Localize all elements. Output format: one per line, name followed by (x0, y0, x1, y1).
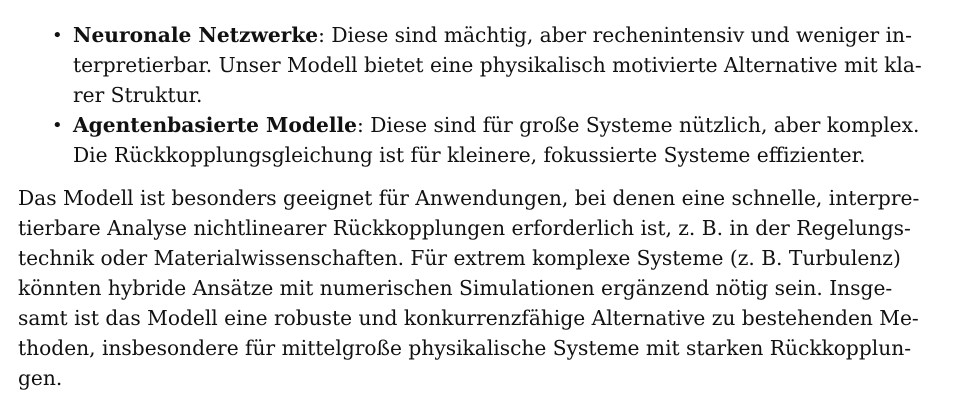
bullet-marker: • (52, 115, 63, 136)
bullet-term: Neuronale Netzwerke (73, 23, 319, 47)
bullet-marker: • (52, 25, 63, 46)
bullet-term: Agentenbasierte Modelle (73, 113, 358, 137)
bullet-text: : Diese sind mächtig, aber rechenintensiv und weniger in- (318, 23, 912, 47)
bullet-line: rer Struktur. (73, 83, 203, 107)
bullet-line: terpretierbar. Unser Modell bietet eine physikalisch motivierte Alternative mit kla- (73, 53, 922, 77)
paragraph-line: tierbare Analyse nichtlinearer Rückkopplungen erforderlich ist, z. B. in der Regelungs- (18, 216, 911, 240)
bullet-line (73, 110, 919, 140)
paragraph-line: samt ist das Modell eine robuste und konkurrenzfähige Alternative zu bestehenden Me- (18, 306, 919, 330)
paragraph-line: gen. (18, 366, 63, 390)
paragraph-line: technik oder Materialwissenschaften. Für extrem komplexe Systeme (z. B. Turbulenz) (18, 246, 901, 270)
bullet-line (73, 20, 912, 50)
bullet-text: : Diese sind für große Systeme nützlich, aber komplex. (357, 113, 920, 137)
paragraph-line: thoden, insbesondere für mittelgroße physikalische Systeme mit starken Rückkopplun- (18, 336, 912, 360)
bullet-line: Die Rückkopplungsgleichung ist für kleinere, fokussierte Systeme effizienter. (73, 143, 866, 167)
paragraph-line: könnten hybride Ansätze mit numerischen Simulationen ergänzend nötig sein. Insge- (18, 276, 893, 300)
paragraph-line: Das Modell ist besonders geeignet für Anwendungen, bei denen eine schnelle, interpre- (18, 186, 920, 210)
